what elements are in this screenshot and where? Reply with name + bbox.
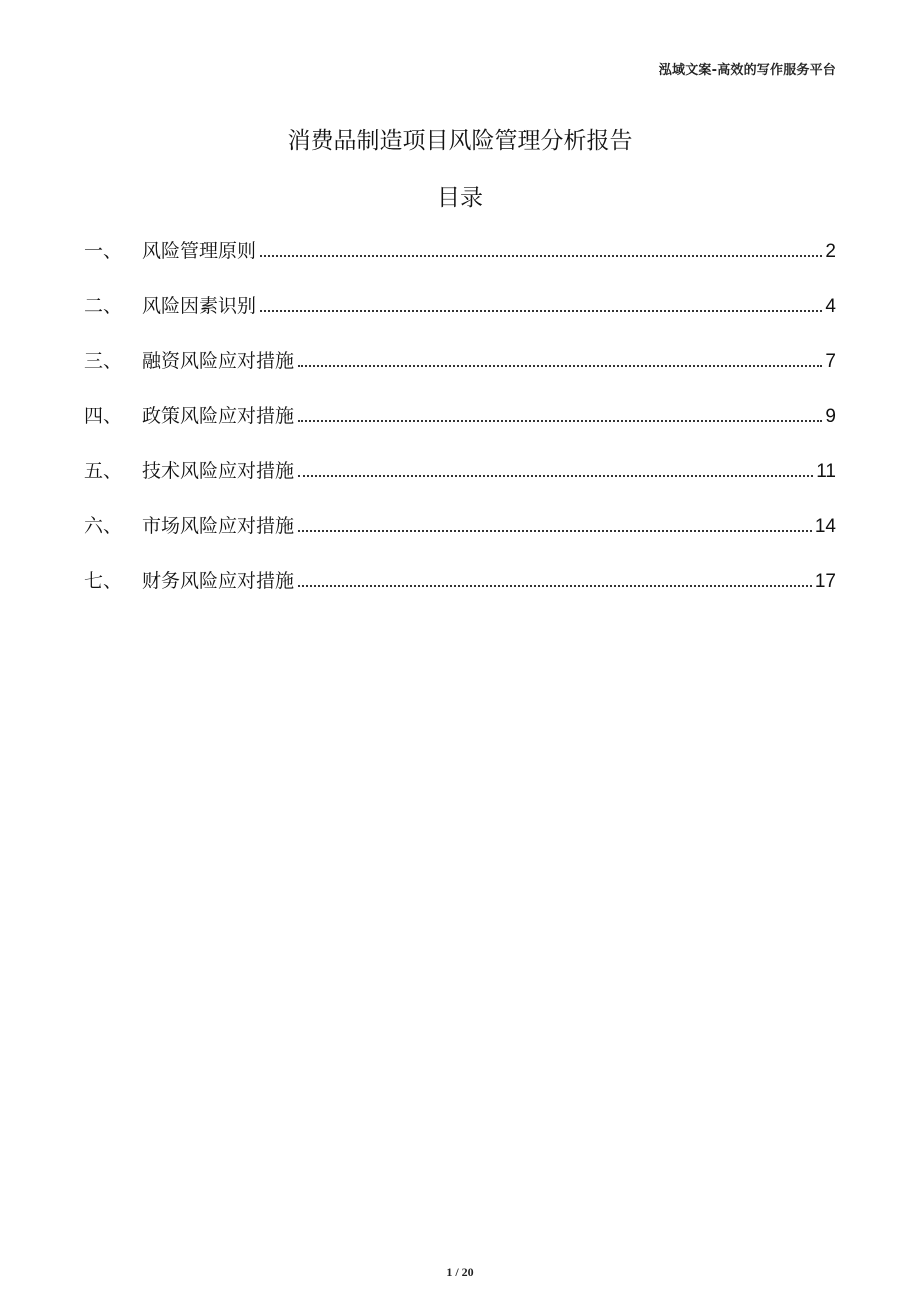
toc-entry-label[interactable]: 财务风险应对措施 (142, 570, 295, 592)
document-title: 消费品制造项目风险管理分析报告 (287, 128, 633, 154)
header-branding: 泓域文案-高效的写作服务平台 (658, 63, 836, 78)
toc-entry[interactable] (84, 236, 836, 291)
toc-dot-leader (260, 310, 822, 312)
page-number-indicator: 1 / 20 (446, 1265, 474, 1279)
toc-dot-leader (298, 420, 822, 422)
toc-entry-label[interactable]: 政策风险应对措施 (142, 405, 295, 427)
toc-entry[interactable] (84, 401, 836, 456)
toc-entry[interactable] (84, 291, 836, 346)
toc-entry-label[interactable]: 风险因素识别 (142, 295, 257, 317)
toc-entry-label[interactable]: 技术风险应对措施 (142, 460, 295, 482)
table-of-contents (84, 236, 836, 621)
toc-entry-number: 五、 (84, 460, 123, 482)
toc-entry-page[interactable]: 7 (825, 351, 836, 372)
toc-dot-leader (298, 475, 813, 477)
toc-entry[interactable] (84, 566, 836, 621)
toc-entry-page[interactable]: 14 (814, 516, 836, 537)
toc-entry-label[interactable]: 风险管理原则 (142, 240, 257, 262)
toc-dot-leader (298, 530, 812, 532)
toc-entry-number: 二、 (84, 295, 123, 317)
toc-entry-page[interactable]: 17 (814, 571, 836, 592)
toc-heading: 目录 (437, 185, 483, 211)
toc-dot-leader (298, 585, 812, 587)
toc-entry[interactable] (84, 456, 836, 511)
toc-entry-page[interactable]: 2 (825, 241, 836, 262)
toc-entry-number: 三、 (84, 350, 123, 372)
toc-dot-leader (298, 365, 822, 367)
toc-dot-leader (260, 255, 822, 257)
toc-entry[interactable] (84, 346, 836, 401)
toc-entry-page[interactable]: 11 (816, 461, 836, 482)
toc-entry-number: 四、 (84, 405, 123, 427)
toc-entry-page[interactable]: 9 (825, 406, 836, 427)
toc-entry-number: 六、 (84, 515, 123, 537)
toc-entry-label[interactable]: 融资风险应对措施 (142, 350, 295, 372)
toc-entry-label[interactable]: 市场风险应对措施 (142, 515, 295, 537)
toc-entry-number: 七、 (84, 570, 123, 592)
toc-entry-page[interactable]: 4 (825, 296, 836, 317)
toc-entry-number: 一、 (84, 240, 123, 262)
toc-entry[interactable] (84, 511, 836, 566)
